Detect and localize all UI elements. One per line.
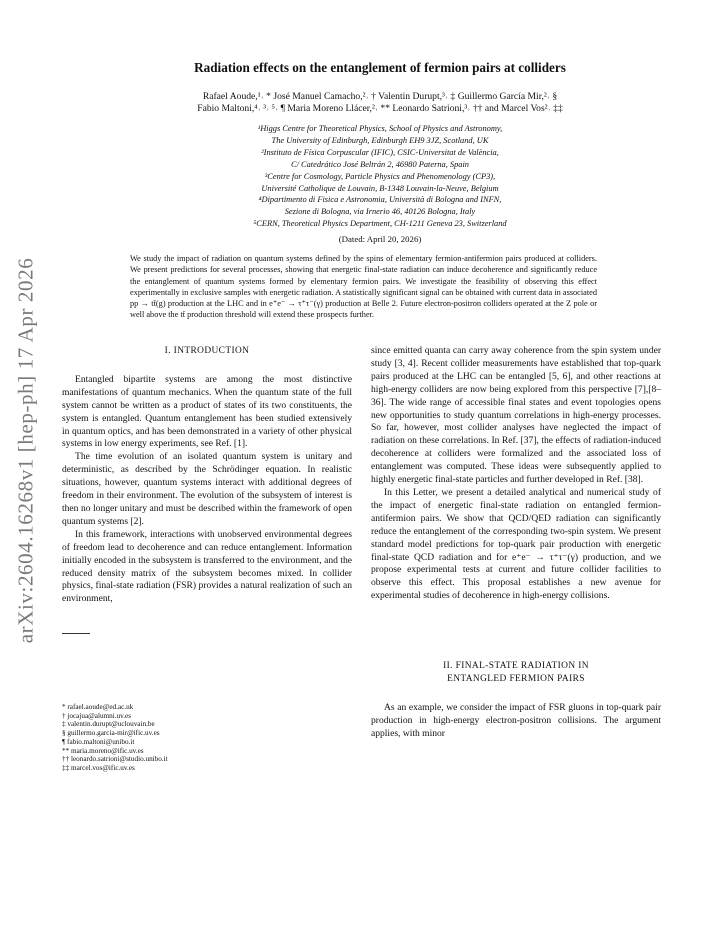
author-line: Rafael Aoude,¹˒ * José Manuel Camacho,²˒ † Valentin Durupt,³˒ ‡ Guillermo García Mir,²˒ § [202, 91, 558, 102]
footnote: ‡ valentin.durupt@uclouvain.be [62, 720, 155, 729]
paragraph: The time evolution of an isolated quantum system is unitary and deterministic, as described by the Schrödinger equation. In realistic situations, however, quantum systems interact with additional degrees of freedom in their environment. The evolution of the subsystem of interest is then no longer unitary and must be described within the framework of open quantum systems [2]. [62, 451, 352, 527]
affiliation-line: ¹Higgs Centre for Theoretical Physics, School of Physics and Astronomy, [257, 124, 503, 133]
affiliation-line: ³Centre for Cosmology, Particle Physics and Phenomenology (CP3), [264, 171, 496, 181]
paragraph: since emitted quanta can carry away coherence from the spin system under study [3, 4]. Recent collider measurements have established that top-quark pairs produced at the LHC can be entangled [5, 6], and other reactions at high-energy colliders are now being explored from this perspective [7],[8–36]. The wide range of accessible final states and event topologies opens new opportunities to study quantum correlations in high-energy processes. So far, however, most collider analyses have neglected the impact of radiation on these correlations. In Ref. [37], the effects of radiation-induced decoherence at colliders were formalized and the associated loss of entanglement was computed. These ideas were subsequently applied to highly energetic final-state particles and further developed in Ref. [38]. [371, 345, 661, 486]
affiliation-list [100, 123, 660, 230]
affiliation-line: Sezione di Bologna, via Irnerio 46, 40126 Bologna, Italy [284, 207, 476, 217]
footnote: ** maria.moreno@ific.uv.es [62, 746, 144, 755]
paragraph: As an example, we consider the impact of FSR gluons in top-quark pair production in high-energy electron-positron collisions. The argument applies, with minor [371, 701, 661, 739]
date-line: (Dated: April 20, 2026) [338, 234, 422, 244]
footnote: § guillermo.garcia-mir@ific.uv.es [62, 729, 160, 738]
affiliation-line: Université Catholique de Louvain, B-1348 Louvain-la-Neuve, Belgium [261, 183, 499, 193]
author-list [100, 91, 660, 115]
footnote: * rafael.aoude@ed.ac.uk [62, 703, 134, 711]
paper-title: Radiation effects on the entanglement of fermion pairs at colliders [194, 60, 566, 75]
right-column [371, 345, 661, 741]
paragraph: In this Letter, we present a detailed analytical and numerical study of the impact of energetic final-state radiation on entangled fermion-antifermion pairs. We show that QCD/QED radiation can significantly reduce the entanglement of the corresponding two-spin system. We present standard model predictions for top-quark pair production with energetic final-state QCD radiation and for e⁺e⁻ → τ⁺τ⁻(γ) production, and we propose experimental tests at current and future collider facilities to observe this effect. This proposal establishes a new avenue for experimental studies of decoherence in high-energy collisions. [371, 486, 661, 602]
footnote: ‡‡ marcel.vos@ific.uv.es [62, 763, 135, 772]
affiliation-line: ²Instituto de Física Corpuscular (IFIC), CSIC-Universitat de València, [261, 147, 499, 157]
footnote: †† leonardo.satrioni@studio.unibo.it [62, 755, 168, 764]
section-heading-line: II. FINAL-STATE RADIATION IN [443, 661, 589, 672]
section-heading-introduction: I. INTRODUCTION [164, 346, 250, 356]
abstract: We study the impact of radiation on quantum systems defined by the spins of elementary fermion-antifermion pairs produced at colliders. We present predictions for several processes, showing that energetic final-state radiation can induce decoherence and significantly reduce the entanglement of quantum systems formed by elementary fermion pairs. We investigate the feasibility of observing this effect experimentally in exclusive samples with energetic radiation. A statistically significant signal can be obtained with current data in associated pp → tt̄(g) production at the LHC and in e⁺e⁻ → τ⁺τ⁻(γ) production at Belle 2. Future electron-positron colliders operated at the Z pole or well above the tt̄ production threshold will extend these prospects further. [130, 254, 597, 320]
section-heading-line: ENTANGLED FERMION PAIRS [447, 674, 585, 685]
affiliation-line: The University of Edinburgh, Edinburgh EH9 3JZ, Scotland, UK [271, 135, 489, 145]
footnotes [62, 703, 168, 773]
footnote: ¶ fabio.maltoni@unibo.it [62, 737, 135, 746]
paragraph: In this framework, interactions with unobserved environmental degrees of freedom lead to decoherence and can reduce entanglement. Information initially encoded in the subsystem is transferred to the environment, and the reduced density matrix of the subsystem becomes mixed. In collider physics, final-state radiation (FSR) provides a natural realization of such an environment, [62, 528, 352, 605]
affiliation-line: C/ Catedrático José Beltrán 2, 46980 Paterna, Spain [291, 159, 469, 169]
author-line: Fabio Maltoni,⁴˒ ³˒ ⁵˒ ¶ Maria Moreno Llácer,²˒ ** Leonardo Satrioni,³˒ †† and Marcel Vos²˒ ‡‡ [197, 103, 563, 114]
left-column [62, 345, 352, 634]
footnote-separator [62, 633, 90, 634]
arxiv-identifier-text: arXiv:2604.16268v1 [hep-ph] 17 Apr 2026 [13, 257, 38, 643]
affiliation-line: ⁵CERN, Theoretical Physics Department, CH-1211 Geneva 23, Switzerland [253, 219, 507, 229]
paragraph: Entangled bipartite systems are among the most distinctive manifestations of quantum mechanics. When the quantum state of the full system cannot be written as a product of states of its two constituents, the system is entangled. Quantum entanglement has been studied extensively in quantum optics, and has been demonstrated in a variety of other physical systems in low energy experiments, see Ref. [1]. [62, 373, 352, 450]
affiliation-line: ⁴Dipartimento di Fisica e Astronomia, Università di Bologna and INFN, [258, 195, 502, 205]
footnote: † jocajua@alumni.uv.es [62, 711, 132, 720]
section-heading-fsr [371, 660, 661, 686]
arxiv-identifier-sidebar [8, 240, 44, 660]
